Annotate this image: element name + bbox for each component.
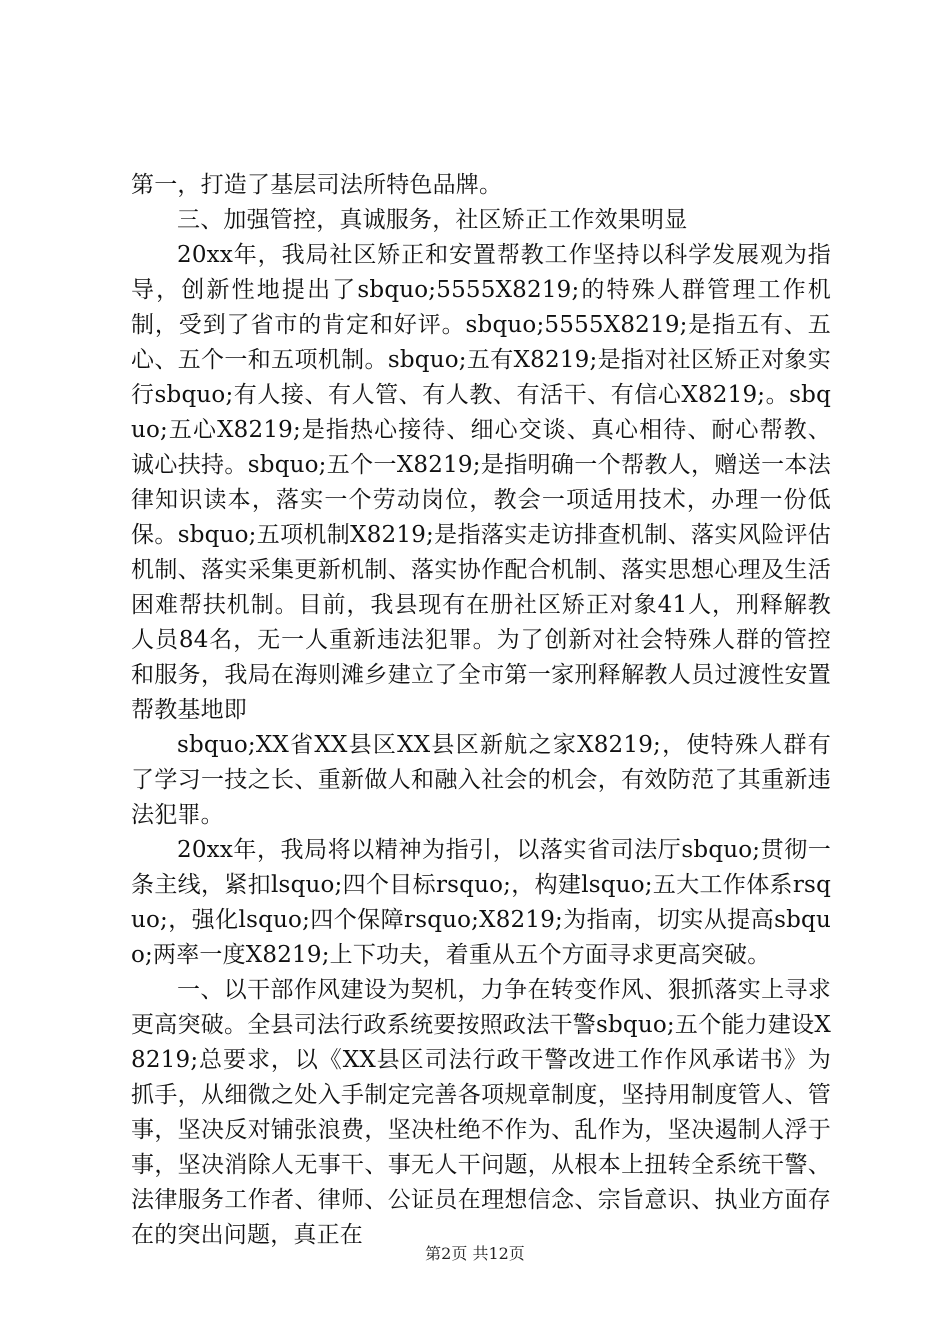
document-body (131, 168, 831, 1253)
paragraph-1: 第一，打造了基层司法所特色品牌。 (131, 172, 503, 198)
section-heading-3: 三、加强管控，真诚服务，社区矫正工作效果明显 (177, 207, 688, 233)
paragraph-2: 20xx年，我局社区矫正和安置帮教工作坚持以科学发展观为指导，创新性地提出了sbquo;5555X8219;的特殊人群管理工作机制，受到了省市的肯定和好评。sbquo;5555X8219;是指五有、五心、五个一和五项机制。sbquo;五有X8219;是指对社区矫正对象实行sbquo;有人接、有人管、有人教、有活干、有信心X8219;。sbquo;五心X8219;是指热心接待、细心交谈、真心相待、耐心帮教、诚心扶持。sbquo;五个一X8219;是指明确一个帮教人，赠送一本法律知识读本，落实一个劳动岗位，教会一项适用技术，办理一份低保。sbquo;五项机制X8219;是指落实走访排查机制、落实风险评估机制、落实采集更新机制、落实协作配合机制、落实思想心理及生活困难帮扶机制。目前，我县现有在册社区矫正对象41人，刑释解教人员84名，无一人重新违法犯罪。为了创新对社会特殊人群的管控和服务，我局在海则滩乡建立了全市第一家刑释解教人员过渡性安置帮教基地即 (131, 242, 831, 723)
paragraph-3: sbquo;XX省XX县区XX县区新航之家X8219;，使特殊人群有了学习一技之长、重新做人和融入社会的机会，有效防范了其重新违法犯罪。 (131, 732, 831, 828)
page-number-footer: 第2页 共12页 (425, 1244, 525, 1263)
paragraph-4: 20xx年，我局将以精神为指引，以落实省司法厅sbquo;贯彻一条主线，紧扣lsquo;四个目标rsquo;，构建lsquo;五大工作体系rsquo;，强化lsquo;四个保障rsquo;X8219;为指南，切实从提高sbquo;两率一度X8219;上下功夫，着重从五个方面寻求更高突破。 (131, 837, 831, 968)
paragraph-5: 一、以干部作风建设为契机，力争在转变作风、狠抓落实上寻求更高突破。全县司法行政系统要按照政法干警sbquo;五个能力建设X8219;总要求，以《XX县区司法行政干警改进工作作风承诺书》为抓手，从细微之处入手制定完善各项规章制度，坚持用制度管人、管事，坚决反对铺张浪费，坚决杜绝不作为、乱作为，坚决遏制人浮于事，坚决消除人无事干、事无人干问题，从根本上扭转全系统干警、法律服务工作者、律师、公证员在理想信念、宗旨意识、执业方面存在的突出问题，真正在 (131, 977, 831, 1248)
